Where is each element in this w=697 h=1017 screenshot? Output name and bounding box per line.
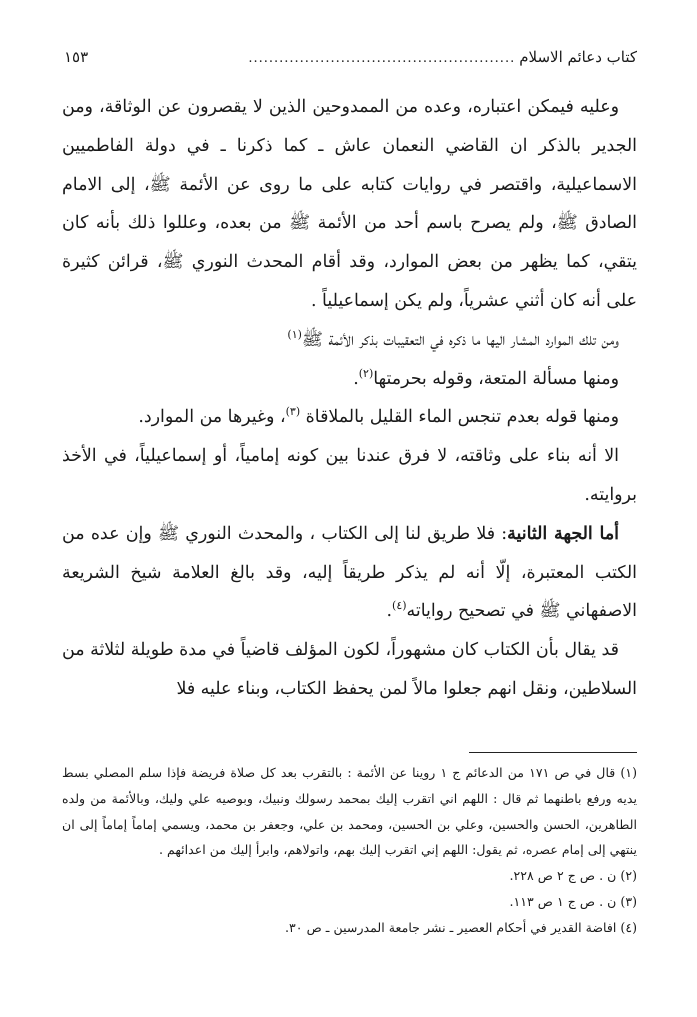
footnote-1: (١) قال في ص ١٧١ من الدعائم ج ١ روينا عن الأئمة : بالتقرب بعد كل صلاة فريضة فإذا سلم المصلي بسط يديه ورفع باطنهما ثم قال : اللهم اني اتقرب إليك بمحمد رسولك ونبيك، وبوصيه علي وليك، وبالأئمة من ولده الطاهرين، الحسن والحسين، وعلي بن الحسين، ومحمد بن علي، وجعفر بن محمد، ويسمي إماماً إماماً إلى ان ينتهي إلى إمام عصره، ثم يقول: اللهم إني اتقرب إليك بهم، واتولاهم، وابرأ إليك من اعدائهم . — [62, 765, 637, 858]
paragraph-4-text: ومنها قوله بعدم تنجس الماء القليل بالملاقاة — [305, 407, 619, 428]
paragraph-6 — [62, 515, 637, 631]
page-number: ١٥٣ — [64, 48, 89, 66]
footnote-2: (٢) ن . ص ج ٢ ص ٢٢٨. — [509, 868, 637, 884]
footnote-ref-2: (٢) — [358, 366, 374, 380]
paragraph-1-text: وعليه فيمكن اعتباره، وعده من الممدوحين الذين لا يقصرون عن الوثاقة، ومن الجدير بالذكر ان القاضي النعمان عاش ـ كما ذكرنا ـ في دولة الفاطميين الاسماعيلية، واقتصر في روايات كتابه على ما روى عن الأئمة ﷺ، إلى الامام الصادق ﷺ، ولم يصرح باسم أحد من الأئمة ﷺ من بعده، وعللوا ذلك بأنه كان يتقي، كما يظهر من بعض الموارد، وقد أقام المحدث النوري ﷺ، قرائن كثيرة على أنه كان أثني عشرياً، ولم يكن إسماعيلياً . — [62, 97, 637, 311]
paragraph-6-text: : فلا طريق لنا إلى الكتاب ، والمحدث النوري ﷺ وإن عده من الكتب المعتبرة، إلّا أنه لم يذكر طريقاً إليه، وقد بالغ العلامة شيخ الشريعة الاصفهاني ﷺ في تصحيح رواياته — [62, 523, 637, 622]
book-title: كتاب دعائم الاسلام — [519, 48, 637, 66]
footnote-ref-1: (١) — [287, 327, 302, 341]
paragraph-5 — [62, 437, 637, 515]
section-heading: أما الجهة الثانية — [507, 523, 619, 544]
footnote-ref-3: (٣) — [285, 405, 301, 419]
footnote-4: (٤) افاضة القدير في أحكام العصير ـ نشر جامعة المدرسين ـ ص ٣٠. — [285, 919, 637, 935]
paragraph-6-end: . — [386, 601, 393, 622]
paragraph-3-end: . — [353, 368, 359, 389]
footnote-divider — [469, 752, 637, 753]
paragraph-5-text: الا أنه بناء على وثاقته، لا فرق عندنا بين كونه إمامياً، أو إسماعيلياً، في الأخذ بروايته. — [62, 446, 637, 505]
paragraph-7-text: قد يقال بأن الكتاب كان مشهوراً، لكون المؤلف قاضياً في مدة طويلة لثلاثة من السلاطين، ونقل انهم جعلوا مالاً لمن يحفظ الكتاب، وبناء عليه فلا — [62, 640, 637, 699]
paragraph-7 — [62, 631, 637, 709]
main-text — [62, 88, 637, 709]
paragraph-4-end: ، وغيرها من الموارد. — [138, 407, 286, 428]
running-header — [64, 48, 637, 74]
paragraph-1 — [62, 88, 637, 321]
paragraph-3-text: ومنها مسألة المتعة، وقوله بحرمتها — [373, 368, 619, 389]
footnote-3: (٣) ن . ص ج ١ ص ١١٣. — [509, 893, 637, 909]
paragraph-2-text: ومن تلك الموارد المشار اليها ما ذكره في التعقيبات بذكر الأئمة ﷺ — [301, 329, 619, 350]
footnotes — [62, 760, 637, 941]
paragraph-2 — [62, 321, 637, 360]
footnote-ref-4: (٤) — [392, 599, 407, 613]
paragraph-3 — [62, 360, 637, 399]
leader-dots: .................................................... — [248, 51, 516, 66]
paragraph-4 — [62, 398, 637, 437]
